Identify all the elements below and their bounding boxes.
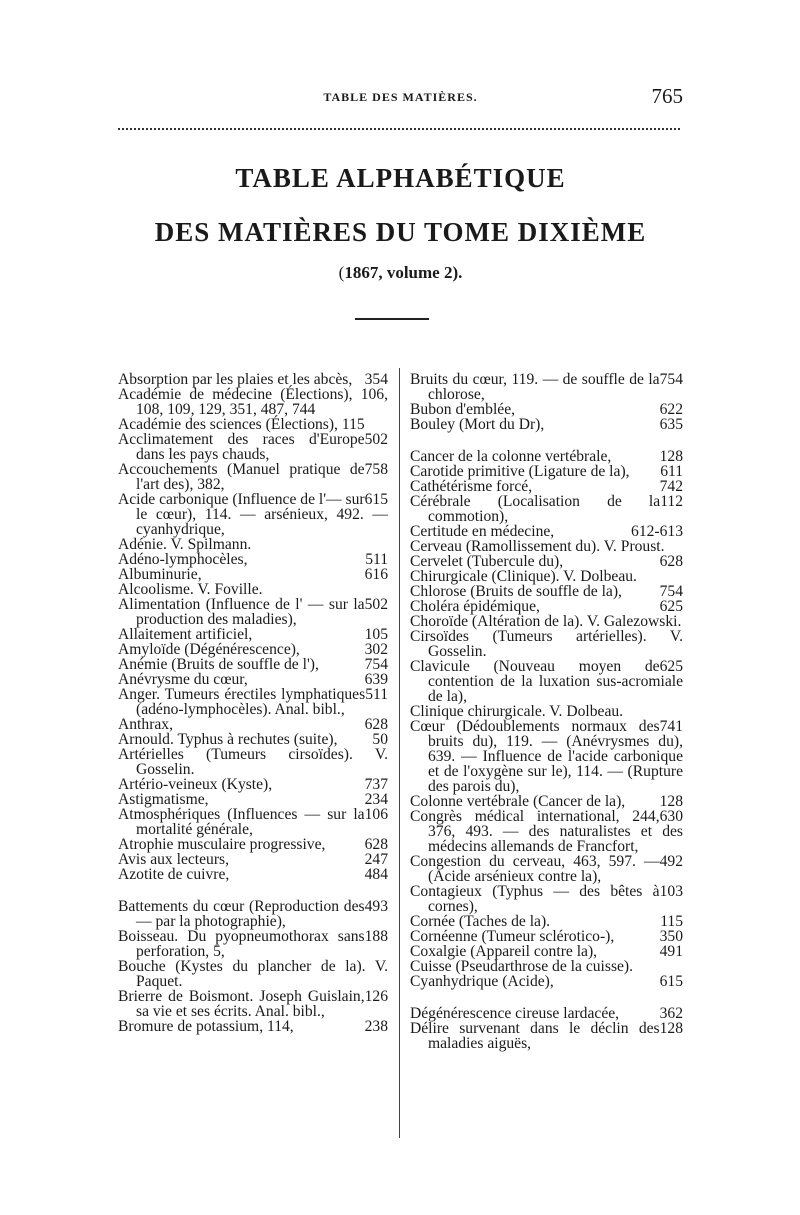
index-entry	[118, 777, 388, 792]
index-entry	[118, 732, 388, 747]
entry-page: 128	[659, 1020, 683, 1037]
entry-text: Dégénérescence cireuse lardacée,	[410, 1005, 620, 1022]
index-entry	[118, 417, 388, 432]
entry-text: Clinique chirurgicale. V. Dolbeau.	[410, 703, 624, 720]
entry-page: 612-613	[631, 523, 683, 540]
index-entry	[410, 944, 683, 959]
entry-page: 502	[364, 596, 388, 613]
index-entry	[118, 687, 388, 717]
entry-text: Alcoolisme. V. Foville.	[118, 581, 263, 598]
header-rule	[118, 128, 680, 130]
index-entry	[118, 537, 388, 552]
entry-text: Bouche (Kystes du plancher de la). V. Paquet.	[118, 958, 388, 990]
index-entry	[410, 854, 683, 884]
entry-text: Acide carbonique (Influence de l'— sur le cœur), 114. — arsénieux, 492. — cyanhydrique,	[118, 491, 388, 538]
index-entry	[118, 989, 388, 1019]
index-entry	[410, 464, 683, 479]
entry-text: Cerveau (Ramollissement du). V. Proust.	[410, 538, 665, 555]
entry-page: 112	[660, 493, 683, 510]
index-entry	[410, 449, 683, 464]
entry-text: Académie de médecine (Élections), 106, 108, 109, 129, 351, 487, 744	[118, 386, 388, 418]
entry-text: Cuisse (Pseudarthrose de la cuisse).	[410, 958, 634, 975]
entry-text: Cathétérisme forcé,	[410, 478, 533, 495]
entry-page: 115	[660, 913, 683, 930]
entry-text: Astigmatisme,	[118, 791, 209, 808]
index-entry	[410, 914, 683, 929]
entry-page: 742	[659, 478, 683, 495]
entry-text: Arnould. Typhus à rechutes (suite),	[118, 731, 338, 748]
entry-text: Choroïde (Altération de la). V. Galezowski.	[410, 613, 682, 630]
entry-text: Académie des sciences (Élections), 115	[118, 416, 365, 433]
index-entry	[118, 929, 388, 959]
index-entry	[410, 794, 683, 809]
index-entry	[410, 584, 683, 599]
index-entry	[118, 387, 388, 417]
entry-text: Cœur (Dédoublements normaux des bruits du), 119. — (Anévrysmes du), 639. — Influence de l'acide carbonique et de l'oxygène sur le), 114. — (Rupture des parois du),	[410, 718, 683, 795]
entry-text: Certitude en médecine,	[410, 523, 555, 540]
entry-text: Battements du cœur (Reproduction des — par la photographie),	[118, 898, 365, 930]
entry-page: 350	[659, 928, 683, 945]
entry-text: Adénie. V. Spilmann.	[118, 536, 252, 553]
column-divider	[399, 368, 400, 1138]
entry-text: Accouchements (Manuel pratique de l'art des), 382,	[118, 461, 365, 493]
entry-text: Cirsoïdes (Tumeurs artérielles). V. Gosselin.	[410, 628, 683, 660]
entry-page: 630	[659, 808, 683, 825]
index-entry	[410, 494, 683, 524]
entry-text: Anémie (Bruits de souffle de l'),	[118, 656, 319, 673]
entry-text: Atmosphériques (Influences — sur la mortalité générale,	[118, 806, 365, 838]
entry-page: 625	[659, 598, 683, 615]
entry-text: Adéno-lymphocèles,	[118, 551, 248, 568]
index-entry	[410, 524, 683, 539]
index-entry	[118, 807, 388, 837]
entry-page: 611	[660, 463, 683, 480]
index-entry	[118, 627, 388, 642]
index-entry	[410, 884, 683, 914]
index-entry	[410, 1006, 683, 1021]
entry-text: Artérielles (Tumeurs cirsoïdes). V. Gosselin.	[118, 746, 388, 778]
entry-text: Bruits du cœur, 119. — de souffle de la chlorose,	[410, 371, 660, 403]
entry-page: 502	[364, 431, 388, 448]
index-entry	[410, 809, 683, 854]
entry-page: 615	[364, 491, 388, 508]
entry-text: Chlorose (Bruits de souffle de la),	[410, 583, 622, 600]
entry-text: Anévrysme du cœur,	[118, 671, 248, 688]
entry-page: 493	[364, 898, 388, 915]
entry-page: 758	[364, 461, 388, 478]
entry-text: Cervelet (Tubercule du),	[410, 553, 564, 570]
entry-page: 491	[659, 943, 683, 960]
index-entry	[410, 372, 683, 402]
index-entry	[410, 417, 683, 432]
entry-text: Boisseau. Du pyopneumothorax sans perforation, 5,	[118, 928, 365, 960]
entry-text: Brierre de Boismont. Joseph Guislain, sa vie et ses écrits. Anal. bibl.,	[118, 988, 365, 1020]
entry-text: Choléra épidémique,	[410, 598, 540, 615]
entry-page: 234	[364, 791, 388, 808]
entry-text: Coxalgie (Appareil contre la),	[410, 943, 598, 960]
entry-page: 484	[364, 866, 388, 883]
entry-text: Clavicule (Nouveau moyen de contention de la luxation sus-acromiale de la),	[410, 658, 683, 705]
entry-page: 754	[659, 371, 683, 388]
entry-page: 511	[365, 686, 388, 703]
entry-text: Anger. Tumeurs érectiles lymphatiques (adéno-lymphocèles). Anal. bibl.,	[118, 686, 366, 718]
subtitle-year: 1867	[344, 263, 379, 282]
index-entry	[118, 717, 388, 732]
index-entry	[118, 582, 388, 597]
subtitle-open: (	[338, 263, 345, 282]
index-entry	[410, 539, 683, 554]
index-entry	[118, 642, 388, 657]
entry-text: Atrophie musculaire progressive,	[118, 836, 326, 853]
entry-text: Bubon d'emblée,	[410, 401, 516, 418]
entry-page: 639	[364, 671, 388, 688]
index-entry	[118, 462, 388, 492]
index-entry	[410, 629, 683, 659]
index-entry	[118, 747, 388, 777]
index-entry	[118, 1019, 388, 1034]
entry-page: 188	[364, 928, 388, 945]
entry-page: 354	[364, 371, 388, 388]
index-entry	[118, 552, 388, 567]
index-entry	[118, 867, 388, 882]
subtitle-rest: , volume 2).	[378, 263, 463, 282]
index-entry	[410, 929, 683, 944]
page-title	[118, 162, 683, 248]
running-title: TABLE DES MATIÈRES.	[323, 90, 478, 104]
entry-text: Azotite de cuivre,	[118, 866, 230, 883]
index-entry	[410, 974, 683, 989]
entry-text: Bromure de potassium, 114,	[118, 1018, 294, 1035]
index-entry	[410, 704, 683, 719]
running-head	[118, 84, 683, 108]
entry-page: 754	[659, 583, 683, 600]
entry-text: Allaitement artificiel,	[118, 626, 253, 643]
index-entry	[410, 554, 683, 569]
entry-page: 362	[659, 1005, 683, 1022]
entry-page: 628	[364, 716, 388, 733]
index-entry	[118, 852, 388, 867]
entry-text: Anthrax,	[118, 716, 173, 733]
entry-page: 625	[659, 658, 683, 675]
entry-page: 511	[365, 551, 388, 568]
index-entry	[410, 599, 683, 614]
entry-page: 103	[659, 883, 683, 900]
entry-text: Amyloïde (Dégénérescence),	[118, 641, 300, 658]
entry-page: 106	[364, 806, 388, 823]
index-entry	[118, 792, 388, 807]
index-entry	[410, 1021, 683, 1051]
index-column-left	[118, 372, 388, 1034]
entry-page: 622	[659, 401, 683, 418]
entry-text: Chirurgicale (Clinique). V. Dolbeau.	[410, 568, 637, 585]
entry-page: 492	[659, 853, 683, 870]
entry-text: Absorption par les plaies et les abcès,	[118, 371, 353, 388]
entry-text: Artério-veineux (Kyste),	[118, 776, 273, 793]
entry-page: 128	[659, 448, 683, 465]
index-entry	[118, 672, 388, 687]
entry-text: Cancer de la colonne vertébrale,	[410, 448, 612, 465]
entry-text: Alimentation (Influence de l' — sur la production des maladies),	[118, 596, 365, 628]
entry-text: Contagieux (Typhus — des bêtes à cornes),	[410, 883, 660, 915]
index-entry	[118, 372, 388, 387]
entry-page: 302	[364, 641, 388, 658]
entry-page: 754	[364, 656, 388, 673]
subtitle	[118, 263, 683, 283]
entry-text: Cérébrale (Localisation de la commotion),	[410, 493, 661, 525]
index-entry	[410, 402, 683, 417]
entry-page: 628	[659, 553, 683, 570]
title-line-1: TABLE ALPHABÉTIQUE	[235, 163, 566, 193]
index-entry	[118, 492, 388, 537]
index-entry	[118, 432, 388, 462]
page-number: 765	[651, 84, 683, 108]
title-line-2: DES MATIÈRES DU TOME DIXIÈME	[154, 217, 647, 247]
index-entry	[410, 659, 683, 704]
entry-text: Avis aux lecteurs,	[118, 851, 229, 868]
index-entry	[410, 959, 683, 974]
entry-page: 128	[659, 793, 683, 810]
entry-page: 126	[364, 988, 388, 1005]
entry-page: 247	[364, 851, 388, 868]
index-entry	[118, 657, 388, 672]
entry-text: Délire survenant dans le déclin des maladies aiguës,	[410, 1020, 660, 1052]
entry-text: Carotide primitive (Ligature de la),	[410, 463, 630, 480]
entry-text: Cyanhydrique (Acide),	[410, 973, 554, 990]
index-column-right	[410, 372, 683, 1051]
entry-text: Colonne vertébrale (Cancer de la),	[410, 793, 626, 810]
index-entry	[410, 479, 683, 494]
entry-page: 238	[364, 1018, 388, 1035]
entry-text: Cornée (Taches de la).	[410, 913, 551, 930]
index-entry	[410, 719, 683, 794]
entry-text: Acclimatement des races d'Europe dans les pays chauds,	[118, 431, 365, 463]
index-entry	[118, 597, 388, 627]
entry-page: 50	[372, 731, 388, 748]
index-entry	[118, 567, 388, 582]
entry-page: 615	[659, 973, 683, 990]
entry-text: Congrès médical international, 244, 376, 493. — des naturalistes et des médecins allemands de Francfort,	[410, 808, 683, 855]
entry-page: 737	[364, 776, 388, 793]
index-entry	[118, 837, 388, 852]
entry-page: 105	[364, 626, 388, 643]
entry-page: 635	[659, 416, 683, 433]
separator-rule	[355, 318, 429, 320]
index-entry	[118, 959, 388, 989]
index-entry	[118, 899, 388, 929]
entry-text: Bouley (Mort du Dr),	[410, 416, 545, 433]
entry-text: Cornéenne (Tumeur sclérotico-),	[410, 928, 615, 945]
entry-page: 628	[364, 836, 388, 853]
entry-text: Congestion du cerveau, 463, 597. — (Acide arsénieux contre la),	[410, 853, 660, 885]
index-entry	[410, 569, 683, 584]
entry-page: 616	[364, 566, 388, 583]
index-entry	[410, 614, 683, 629]
entry-page: 741	[659, 718, 683, 735]
entry-text: Albuminurie,	[118, 566, 202, 583]
